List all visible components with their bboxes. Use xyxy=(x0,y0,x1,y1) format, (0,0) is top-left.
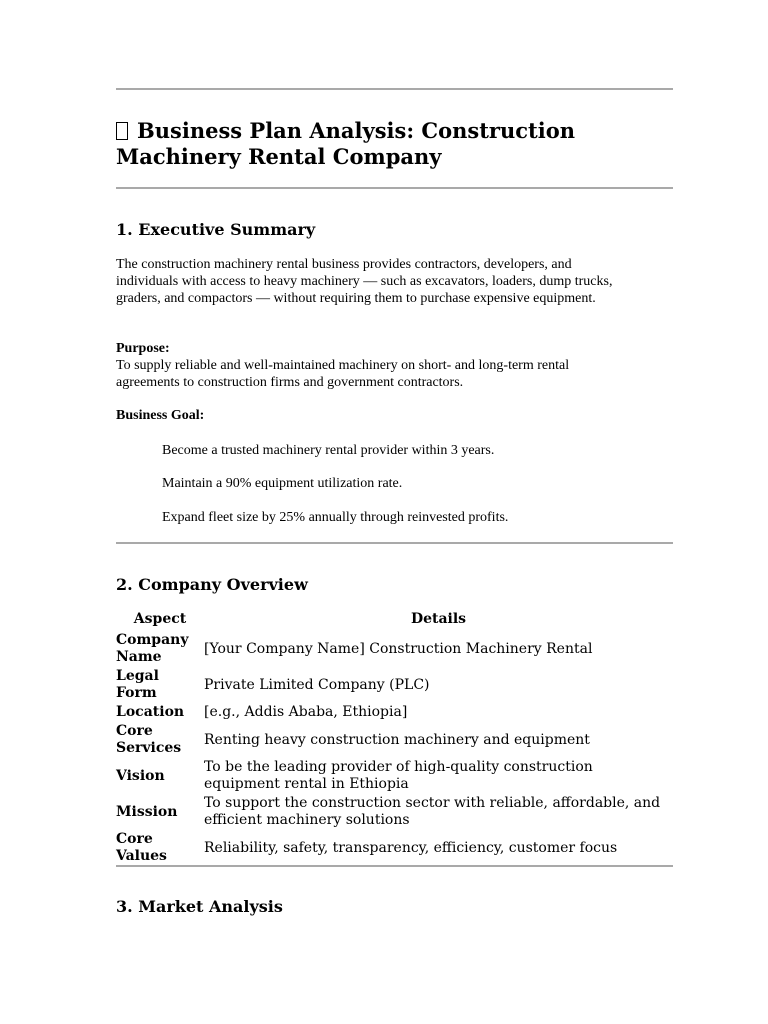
aspect-cell: Location xyxy=(116,704,185,720)
table-header-row xyxy=(116,610,673,631)
table-row xyxy=(116,794,673,830)
aspect-cell: Vision xyxy=(116,767,165,784)
purpose-text: To supply reliable and well-maintained machinery on short- and long-term rental agreements to construction firms and government contractors. xyxy=(116,358,570,390)
aspect-cell: Legal Form xyxy=(116,668,159,701)
document-icon xyxy=(116,122,128,140)
aspect-cell: Company Name xyxy=(116,632,189,665)
section-divider xyxy=(116,542,673,544)
details-cell: [e.g., Addis Ababa, Ethiopia] xyxy=(204,704,408,720)
details-cell: To support the construction sector with reliable, affordable, and efficient machinery solutions xyxy=(204,795,661,828)
purpose-block xyxy=(116,340,636,391)
column-header-details: Details xyxy=(410,611,467,627)
details-cell: Renting heavy construction machinery and equipment xyxy=(204,731,590,748)
details-cell: Reliability, safety, transparency, efficiency, customer focus xyxy=(204,839,618,856)
details-cell: Private Limited Company (PLC) xyxy=(204,676,430,693)
table-row xyxy=(116,667,673,703)
purpose-label: Purpose: xyxy=(116,341,170,356)
details-cell: [Your Company Name] Construction Machinery Rental xyxy=(204,640,593,657)
page-title-text: Business Plan Analysis: Construction Machinery Rental Company xyxy=(116,118,575,169)
aspect-cell: Mission xyxy=(116,803,178,820)
table-row xyxy=(116,830,673,866)
executive-summary-intro: The construction machinery rental business provides contractors, developers, and individuals with access to heavy machinery — such as excavators, loaders, dump trucks, graders, and compactors — without requiring them to purchase expensive equipment. xyxy=(116,257,613,306)
company-overview-heading: 2. Company Overview xyxy=(116,575,308,594)
goal-item: Become a trusted machinery rental provider within 3 years. xyxy=(162,443,495,458)
section-divider xyxy=(116,865,673,867)
table-row xyxy=(116,758,673,794)
table-row xyxy=(116,703,673,722)
column-header-aspect: Aspect xyxy=(133,611,187,627)
title-divider xyxy=(116,187,673,189)
aspect-cell: Core Values xyxy=(116,831,167,864)
table-row xyxy=(116,722,673,758)
market-analysis-heading: 3. Market Analysis xyxy=(116,897,283,916)
business-goal-label: Business Goal: xyxy=(116,408,205,423)
executive-summary-heading: 1. Executive Summary xyxy=(116,220,316,239)
page-title xyxy=(116,118,676,170)
goal-item: Expand fleet size by 25% annually through reinvested profits. xyxy=(162,510,509,525)
goal-item: Maintain a 90% equipment utilization rate. xyxy=(162,476,403,491)
table-row xyxy=(116,631,673,667)
company-overview-table xyxy=(116,610,673,866)
details-cell: To be the leading provider of high-quality construction equipment rental in Ethiopia xyxy=(204,759,593,792)
aspect-cell: Core Services xyxy=(116,723,182,756)
top-divider xyxy=(116,88,673,90)
